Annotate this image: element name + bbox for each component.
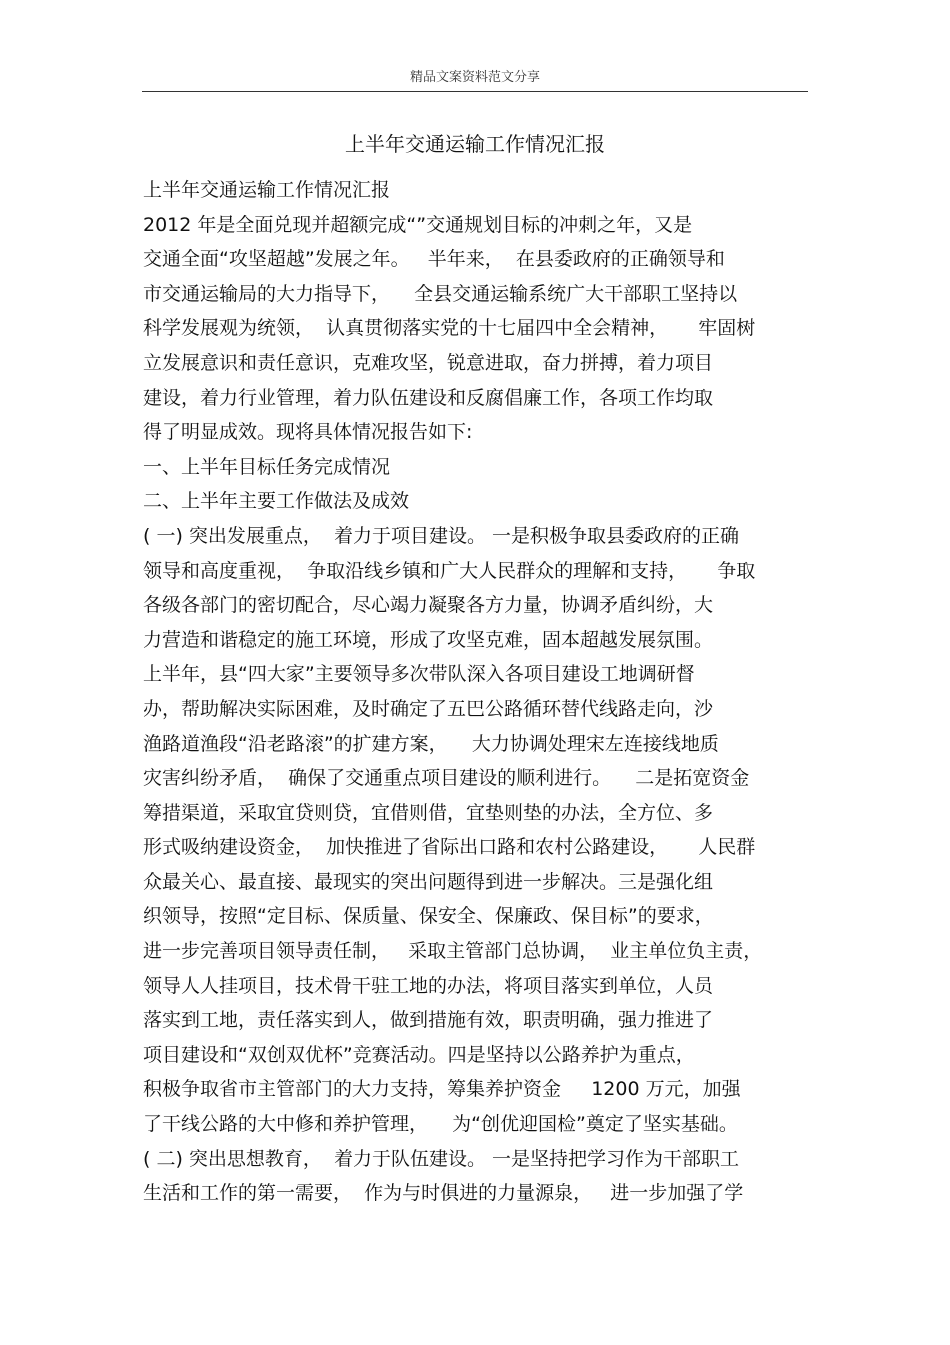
body-line: 了干线公路的大中修和养护管理， 为“创优迎国检”奠定了坚实基础。 — [143, 1113, 738, 1136]
body-line: 进一步完善项目领导责任制， 采取主管部门总协调， 业主单位负主责， — [143, 940, 763, 963]
body-line: 2012 年是全面兑现并超额完成“”交通规划目标的冲刺之年，又是 — [143, 213, 693, 236]
body-line: 办，帮助解决实际困难，及时确定了五巴公路循环替代线路走向，沙 — [143, 697, 714, 720]
header-divider — [142, 91, 808, 92]
body-line: 上半年交通运输工作情况汇报 — [143, 179, 391, 201]
body-line: 上半年，县“四大家”主要领导多次带队深入各项目建设工地调研督 — [143, 663, 695, 686]
body-line: 落实到工地，责任落实到人，做到措施有效，职责明确，强力推进了 — [143, 1009, 714, 1032]
body-line: 科学发展观为统领， 认真贯彻落实党的十七届四中全会精神， 牢固树 — [143, 317, 756, 340]
page-header-text: 精品文案资料范文分享 — [409, 70, 540, 85]
body-line: 各级各部门的密切配合，尽心竭力凝聚各方力量，协调矛盾纠纷，大 — [143, 594, 714, 617]
body-line: 立发展意识和责任意识，克难攻坚，锐意进取，奋力拼搏，着力项目 — [143, 351, 714, 374]
body-line: 市交通运输局的大力指导下， 全县交通运输系统广大干部职工坚持以 — [143, 282, 738, 305]
section-heading: 二、上半年主要工作做法及成效 — [143, 490, 410, 513]
body-line: 灾害纠纷矛盾， 确保了交通重点项目建设的顺利进行。 二是拓宽资金 — [143, 767, 750, 790]
body-line: ( 一) 突出发展重点， 着力于项目建设。 一是积极争取县委政府的正确 — [143, 524, 740, 547]
document-body — [143, 173, 813, 1211]
body-line: 众最关心、最直接、最现实的突出问题得到进一步解决。三是强化组 — [143, 870, 714, 893]
document-title: 上半年交通运输工作情况汇报 — [345, 132, 605, 156]
body-line: ( 二) 突出思想教育， 着力于队伍建设。 一是坚持把学习作为干部职工 — [143, 1147, 740, 1170]
section-heading: 一、上半年目标任务完成情况 — [143, 455, 391, 478]
body-line: 得了明显成效。现将具体情况报告如下: — [143, 421, 473, 444]
body-line: 领导和高度重视， 争取沿线乡镇和广大人民群众的理解和支持， 争取 — [143, 559, 756, 582]
body-line: 积极争取省市主管部门的大力支持，筹集养护资金 1200 万元，加强 — [143, 1078, 741, 1101]
body-line: 筹措渠道，采取宜贷则贷，宜借则借，宜垫则垫的办法，全方位、多 — [143, 801, 714, 824]
body-line: 渔路道渔段“沿老路滚”的扩建方案， 大力协调处理宋左连接线地质 — [143, 732, 719, 755]
body-line: 形式吸纳建设资金， 加快推进了省际出口路和农村公路建设， 人民群 — [143, 836, 756, 859]
body-line: 力营造和谐稳定的施工环境，形成了攻坚克难，固本超越发展氛围。 — [143, 628, 714, 651]
body-line: 领导人人挂项目，技术骨干驻工地的办法，将项目落实到单位，人员 — [143, 974, 714, 997]
body-line: 生活和工作的第一需要， 作为与时俱进的力量源泉， 进一步加强了学 — [143, 1182, 744, 1205]
body-line: 织领导，按照“定目标、保质量、保安全、保廉政、保目标”的要求， — [143, 905, 714, 928]
body-line: 交通全面“攻坚超越”发展之年。 半年来， 在县委政府的正确领导和 — [143, 248, 725, 271]
body-line: 项目建设和“双创双优杯”竞赛活动。四是坚持以公路养护为重点， — [143, 1043, 695, 1066]
body-line: 建设，着力行业管理，着力队伍建设和反腐倡廉工作，各项工作均取 — [143, 386, 714, 409]
